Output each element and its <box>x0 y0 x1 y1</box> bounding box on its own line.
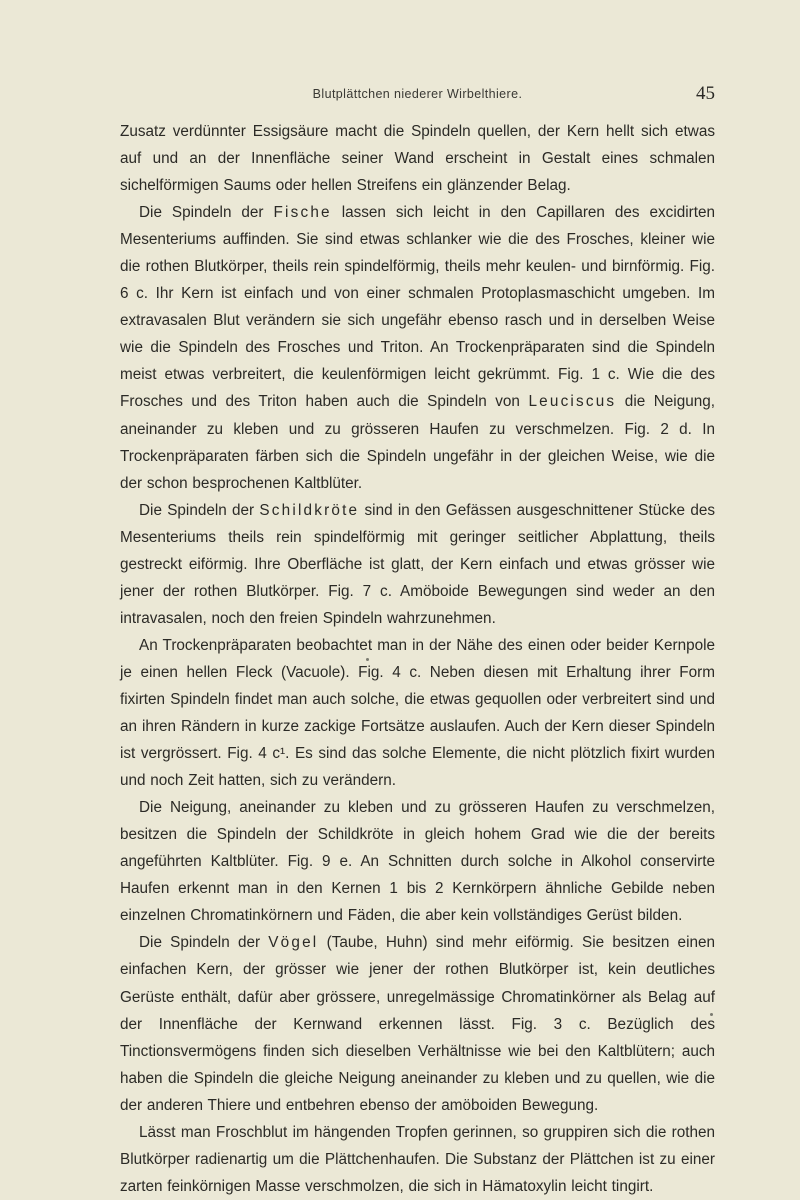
paragraph <box>120 929 715 1118</box>
paragraph <box>120 199 715 497</box>
text-run: Die Spindeln der <box>139 501 260 519</box>
text-run: sind in den Gefässen ausgeschnittener Stücke des Mesenteriums theils rein spindelförmig mit geringer seitlicher Abplattung, theils gestreckt eiförmig. Ihre Oberfläche ist glatt, der Kern einfach und etwas grösser wie jener der rothen Blutkörper. Fig. 7 c. Amöboide Bewegungen sind weder an den intravasalen, noch den freien Spindeln wahrzunehmen. <box>120 501 715 627</box>
emphasized-term: Fische <box>273 204 332 222</box>
paragraph: Die Neigung, aneinander zu kleben und zu grösseren Haufen zu verschmelzen, besitzen die Spindeln der Schildkröte in gleich hohem Grad wie die der bereits angeführten Kaltblüter. Fig. 9 e. An Schnitten durch solche in Alkohol conservirte Haufen erkennt man in den Kernen 1 bis 2 Kernkörpern ähnliche Gebilde neben einzelnen Chromatinkörnern und Fäden, die aber kein vollständiges Gerüst bilden. <box>120 799 715 925</box>
emphasized-term: Leuciscus <box>528 393 617 411</box>
emphasized-term: Vögel <box>268 934 319 952</box>
text-run: die Neigung, aneinander zu kleben und zu grösseren Haufen zu verschmelzen. Fig. 2 d. In Trockenpräparaten färben sich die Spindeln ungefähr in der gleichen Weise, wie die der schon besprochenen Kaltblüter. <box>120 393 715 492</box>
body-text <box>120 118 715 1200</box>
paragraph: An Trockenpräparaten beobachtet man in der Nähe des einen oder beider Kernpole je einen hellen Fleck (Vacuole). Fig. 4 c. Neben diesen mit Erhaltung ihrer Form fixirten Spindeln findet man auch solche, die etwas gequollen oder verbreitert sind und an ihren Rändern in kurze zackige Fortsätze auslaufen. Auch der Kern dieser Spindeln ist vergrössert. Fig. 4 c¹. Es sind das solche Elemente, die nicht plötzlich fixirt wurden und noch Zeit hatten, sich zu verändern. <box>120 636 715 790</box>
paragraph: Zusatz verdünnter Essigsäure macht die Spindeln quellen, der Kern hellt sich etwas auf und an der Innenfläche seiner Wand erscheint in Gestalt eines schmalen sichelförmigen Saums oder hellen Streifens ein glänzender Belag. <box>120 123 715 195</box>
text-run: lassen sich leicht in den Capillaren des excidirten Mesenteriums auffinden. Sie sind etwas schlanker wie die des Frosches, kleiner wie die rothen Blutkörper, theils rein spindelförmig, theils mehr keulen- und birnförmig. Fig. 6 c. Ihr Kern ist einfach und von einer schmalen Protoplasmaschicht umgeben. Im extravasalen Blut verändern sie sich ungefähr ebenso rasch und in derselben Weise wie die Spindeln des Frosches und Triton. An Trockenpräparaten sind die Spindeln meist etwas verbreitert, die keulenförmigen leicht gekrümmt. Fig. 1 c. Wie die des Frosches und des Triton haben auch die Spindeln von <box>120 204 715 411</box>
text-run: Die Spindeln der <box>139 204 274 222</box>
speck-mark <box>710 1013 713 1016</box>
paragraph: Lässt man Froschblut im hängenden Tropfen gerinnen, so gruppiren sich die rothen Blutkörper radienartig um die Plättchenhaufen. Die Substanz der Plättchen ist zu einer zarten feinkörnigen Masse verschmolzen, die sich in Hämatoxylin leicht tingirt. <box>120 1123 715 1195</box>
running-title: Blutplättchen niederer Wirbelthiere. <box>312 87 523 101</box>
speck-mark <box>366 658 369 661</box>
paragraph <box>120 497 715 632</box>
text-run: (Taube, Huhn) sind mehr eiförmig. Sie besitzen einen einfachen Kern, der grösser wie jener der rothen Blutkörper ist, kein deutliches Gerüste enthält, dafür aber grössere, unregelmässige Chromatinkörner als Belag auf der Innenfläche der Kernwand erkennen lässt. Fig. 3 c. Bezüglich des Tinctionsvermögens finden sich dieselben Verhältnisse wie bei den Kaltblütern; auch haben die Spindeln die gleiche Neigung aneinander zu kleben und zu quellen, wie die der anderen Thiere und entbehren ebenso der amöboiden Bewegung. <box>120 934 715 1114</box>
page-number: 45 <box>696 83 715 104</box>
emphasized-term: Schildkröte <box>259 501 360 519</box>
text-run: Die Spindeln der <box>139 934 269 952</box>
page-header <box>120 83 715 107</box>
